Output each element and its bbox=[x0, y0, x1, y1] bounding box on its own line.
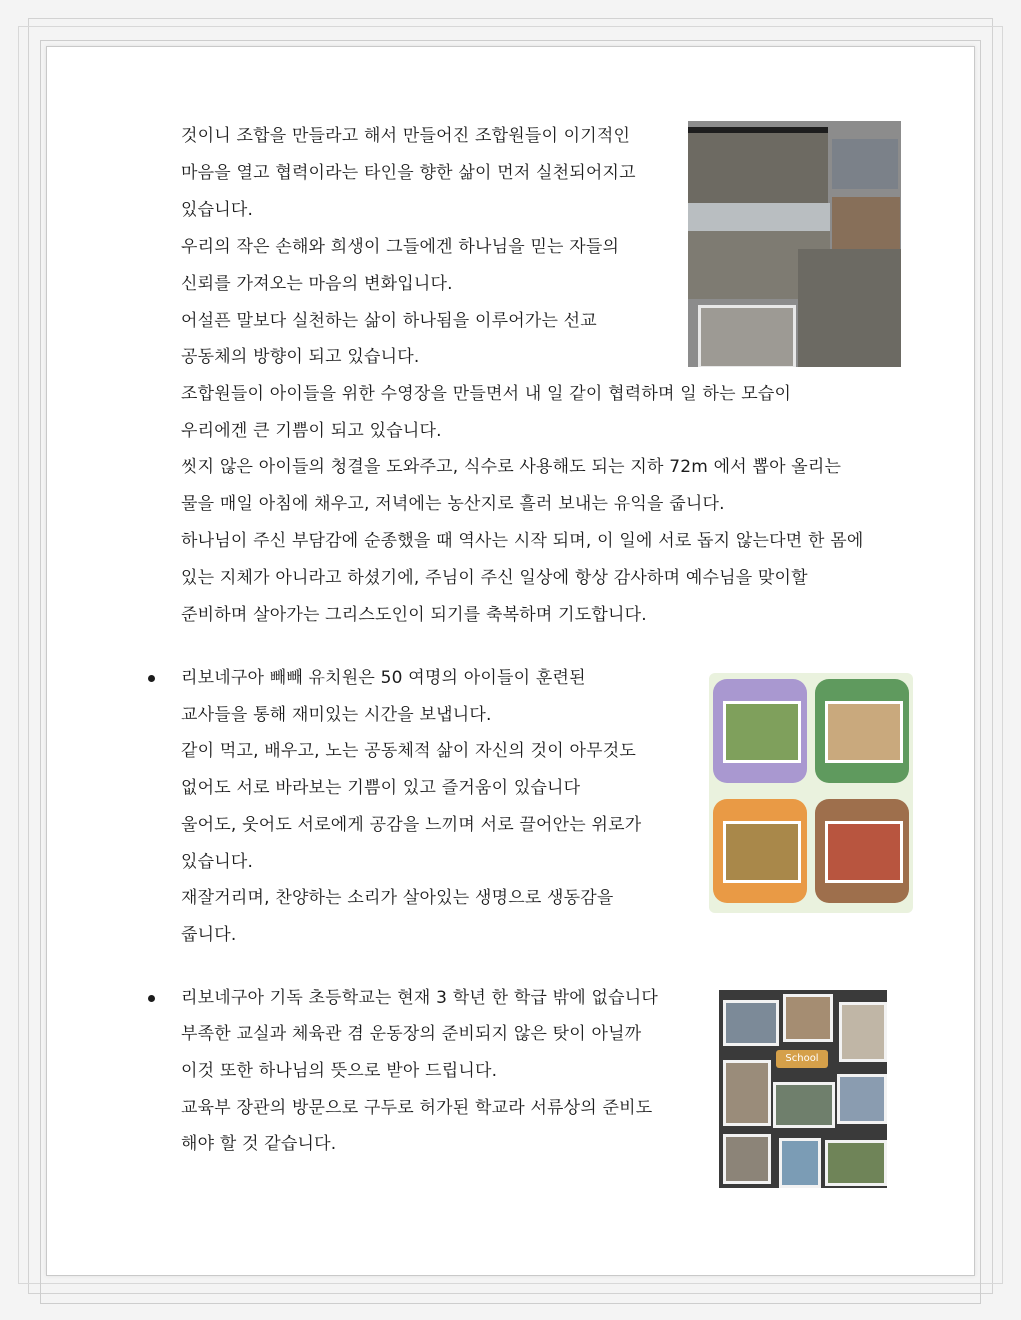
photo-scaffolding bbox=[832, 197, 900, 249]
school-badge: School bbox=[776, 1050, 828, 1068]
construction-photo-collage bbox=[688, 121, 901, 367]
school-photo bbox=[825, 1140, 887, 1186]
paragraph-1-line: 조합원들이 아이들을 위한 수영장을 만들면서 내 일 같이 협력하며 일 하는 모습이 bbox=[181, 384, 792, 404]
photo-wall-building bbox=[798, 249, 901, 367]
paragraph-3-line: 해야 할 것 같습니다. bbox=[181, 1134, 337, 1154]
paragraph-1-line: 하나님이 주신 부담감에 순종했을 때 역사는 시작 되며, 이 일에 서로 돕지 않는다면 한 몸에 bbox=[181, 531, 864, 551]
paragraph-2-line: 없어도 서로 바라보는 기쁨이 있고 즐거움이 있습니다 bbox=[181, 778, 581, 798]
photo-workers bbox=[832, 139, 898, 189]
paragraph-3-line: 교육부 장관의 방문으로 구두로 허가된 학교라 서류상의 준비도 bbox=[181, 1098, 653, 1118]
bullet-point bbox=[148, 675, 155, 682]
school-photo bbox=[837, 1074, 887, 1124]
paragraph-1-line: 어설픈 말보다 실천하는 삶이 하나됨을 이루어가는 선교 bbox=[181, 311, 597, 331]
school-photo bbox=[783, 994, 833, 1042]
paragraph-2-line: 줍니다. bbox=[181, 925, 237, 945]
paragraph-3-line: 리보네구아 기독 초등학교는 현재 3 학년 한 학급 밖에 없습니다 bbox=[181, 988, 658, 1008]
paragraph-1-line: 준비하며 살아가는 그리스도인이 되기를 축복하며 기도합니다. bbox=[181, 605, 647, 625]
paragraph-1-line: 우리의 작은 손해와 희생이 그들에겐 하나님을 믿는 자들의 bbox=[181, 237, 620, 257]
paragraph-1-line: 씻지 않은 아이들의 청결을 도와주고, 식수로 사용해도 되는 지하 72m 에서 뽑아 올리는 bbox=[181, 457, 842, 477]
paragraph-3-line: 부족한 교실과 체육관 겸 운동장의 준비되지 않은 탓이 아닐까 bbox=[181, 1024, 642, 1044]
school-photo bbox=[723, 1000, 779, 1046]
paragraph-2-line: 재잘거리며, 찬양하는 소리가 살아있는 생명으로 생동감을 bbox=[181, 888, 614, 908]
kindergarten-photo-collage bbox=[709, 673, 913, 913]
paragraph-2-line: 리보네구아 빼빼 유치원은 50 여명의 아이들이 훈련된 bbox=[181, 668, 586, 688]
frog-frame-photo bbox=[815, 679, 909, 783]
photo-film-strip bbox=[688, 127, 828, 209]
paragraph-2-line: 같이 먹고, 배우고, 노는 공동체적 삶이 자신의 것이 아무것도 bbox=[181, 741, 636, 761]
paragraph-1-line: 있는 지체가 아니라고 하셨기에, 주님이 주신 일상에 항상 감사하며 예수님을 맞이할 bbox=[181, 568, 808, 588]
bear-frame-photo bbox=[815, 799, 909, 903]
paragraph-1-line: 것이니 조합을 만들라고 해서 만들어진 조합원들이 이기적인 bbox=[181, 126, 631, 146]
school-photo-collage bbox=[719, 990, 887, 1188]
paragraph-1-line: 신뢰를 가져오는 마음의 변화입니다. bbox=[181, 274, 453, 294]
photo-pool-interior bbox=[698, 305, 796, 367]
paragraph-1-line: 물을 매일 아침에 채우고, 저녁에는 농산지로 흘러 보내는 유익을 줍니다. bbox=[181, 494, 725, 514]
bullet-point bbox=[148, 995, 155, 1002]
school-photo bbox=[839, 1002, 887, 1062]
paragraph-2-line: 있습니다. bbox=[181, 852, 254, 872]
owl-frame-photo bbox=[713, 679, 807, 783]
school-photo bbox=[723, 1060, 771, 1126]
paragraph-3-line: 이것 또한 하나님의 뜻으로 받아 드립니다. bbox=[181, 1061, 498, 1081]
paragraph-1-line: 공동체의 방향이 되고 있습니다. bbox=[181, 347, 420, 367]
paragraph-1-line: 우리에겐 큰 기쁨이 되고 있습니다. bbox=[181, 421, 442, 441]
school-photo bbox=[773, 1082, 835, 1128]
paragraph-2-line: 울어도, 웃어도 서로에게 공감을 느끼며 서로 끌어안는 위로가 bbox=[181, 815, 642, 835]
cat-frame-photo bbox=[713, 799, 807, 903]
school-photo bbox=[779, 1138, 821, 1188]
paragraph-1-line: 있습니다. bbox=[181, 200, 254, 220]
school-photo bbox=[723, 1134, 771, 1184]
paragraph-1-line: 마음을 열고 협력이라는 타인을 향한 삶이 먼저 실천되어지고 bbox=[181, 163, 636, 183]
paragraph-2-line: 교사들을 통해 재미있는 시간을 보냅니다. bbox=[181, 705, 492, 725]
